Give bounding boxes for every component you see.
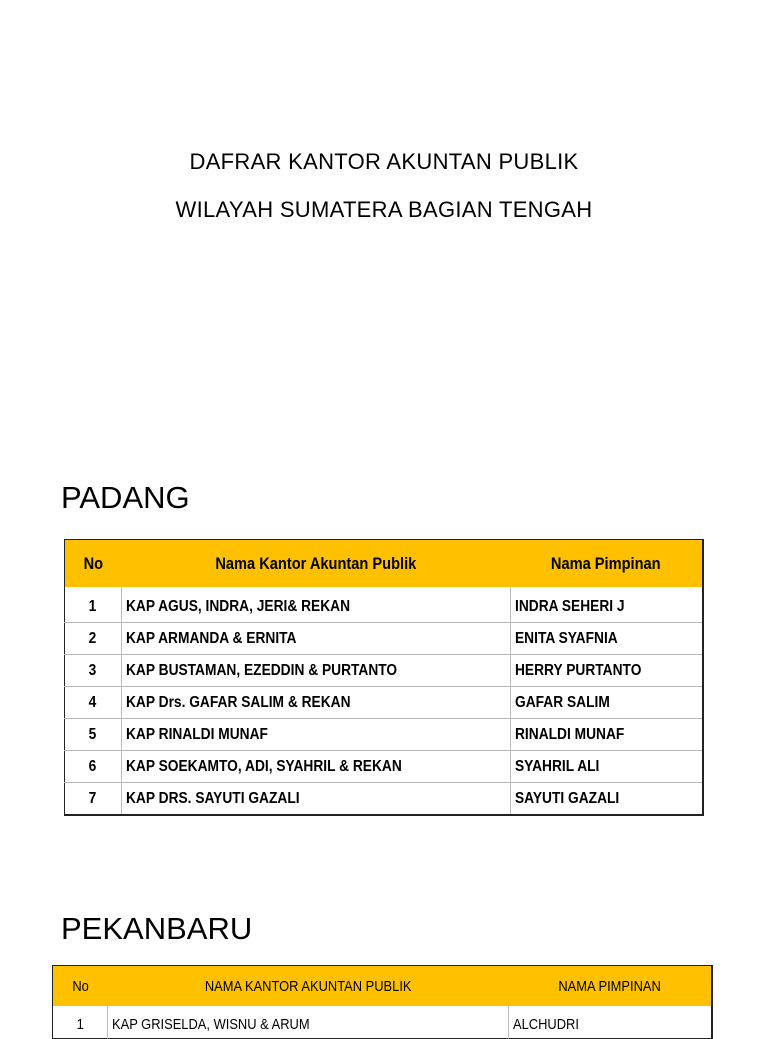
row-number: 5 <box>65 719 122 751</box>
pekanbaru-table <box>52 965 713 1039</box>
table-row <box>53 1006 713 1039</box>
section-title-padang: PADANG <box>61 480 190 515</box>
leader-name: RINALDI MUNAF <box>510 719 703 751</box>
document-title: DAFRAR KANTOR AKUNTAN PUBLIK <box>189 149 579 174</box>
row-number: 3 <box>65 655 122 687</box>
padang-table-header <box>65 540 704 588</box>
leader-name: GAFAR SALIM <box>510 687 703 719</box>
table-row <box>65 655 704 687</box>
column-header-name: Nama Kantor Akuntan Publik <box>121 540 510 588</box>
table-row <box>65 587 704 623</box>
row-number: 1 <box>88 597 97 615</box>
office-name: KAP RINALDI MUNAF <box>121 719 510 751</box>
office-name: KAP ARMANDA & ERNITA <box>121 623 510 655</box>
column-header-lead: NAMA PIMPINAN <box>508 966 712 1007</box>
office-name: KAP BUSTAMAN, EZEDDIN & PURTANTO <box>121 655 510 687</box>
row-number: 7 <box>65 783 122 816</box>
column-header-no: No <box>65 540 122 588</box>
office-name: KAP Drs. GAFAR SALIM & REKAN <box>121 687 510 719</box>
section-title-pekanbaru: PEKANBARU <box>61 911 253 946</box>
leader-name: SYAHRIL ALI <box>510 751 703 783</box>
table-row <box>65 687 704 719</box>
table-row <box>65 783 704 816</box>
document-subtitle: WILAYAH SUMATERA BAGIAN TENGAH <box>175 197 593 222</box>
leader-name: ALCHUDRI <box>508 1006 712 1039</box>
leader-name: HERRY PURTANTO <box>510 655 703 687</box>
table-row <box>65 751 704 783</box>
row-number: 6 <box>65 751 122 783</box>
table-row <box>65 719 704 751</box>
office-name: KAP GRISELDA, WISNU & ARUM <box>107 1006 508 1039</box>
leader-name: SAYUTI GAZALI <box>510 783 703 816</box>
padang-table <box>64 539 704 816</box>
column-header-lead: Nama Pimpinan <box>510 540 703 588</box>
row-number: 4 <box>65 687 122 719</box>
office-name: KAP SOEKAMTO, ADI, SYAHRIL & REKAN <box>121 751 510 783</box>
leader-name: ENITA SYAFNIA <box>510 623 703 655</box>
row-number: 2 <box>65 623 122 655</box>
office-name: KAP AGUS, INDRA, JERI& REKAN <box>121 587 510 623</box>
leader-name: INDRA SEHERI J <box>510 587 703 623</box>
office-name: KAP DRS. SAYUTI GAZALI <box>121 783 510 816</box>
column-header-name: NAMA KANTOR AKUNTAN PUBLIK <box>107 966 508 1007</box>
column-header-no: No <box>53 966 108 1007</box>
row-number: 1 <box>76 1015 84 1033</box>
table-row <box>65 623 704 655</box>
pekanbaru-table-header <box>53 966 713 1007</box>
